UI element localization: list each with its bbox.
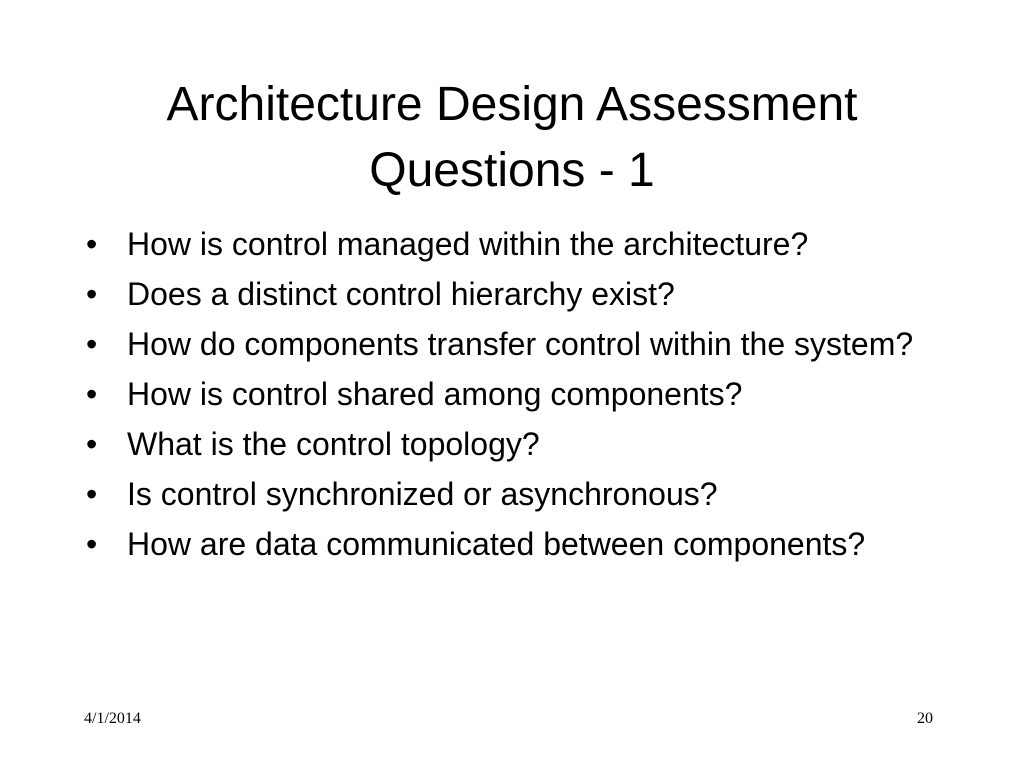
bullet-dot-icon: •	[86, 276, 98, 312]
bullet-text: How do components transfer control within the system?	[127, 326, 914, 362]
bullet-item	[80, 474, 940, 514]
bullet-text: How is control shared among components?	[127, 376, 743, 412]
bullet-item	[80, 524, 940, 564]
bullet-text: Does a distinct control hierarchy exist?	[127, 276, 675, 312]
slide-title-line-1: Architecture Design Assessment	[166, 78, 858, 131]
bullet-text: How is control managed within the architecture?	[127, 226, 809, 262]
bullet-list	[80, 224, 940, 574]
slide-title-line-2: Questions - 1	[369, 144, 655, 197]
bullet-item	[80, 274, 940, 314]
bullet-item	[80, 424, 940, 464]
bullet-item	[80, 224, 940, 264]
bullet-dot-icon: •	[86, 226, 98, 262]
bullet-text: What is the control topology?	[127, 426, 540, 462]
slide-page-number: 20	[917, 710, 933, 727]
bullet-item	[80, 374, 940, 414]
bullet-text: Is control synchronized or asynchronous?	[127, 476, 718, 512]
bullet-dot-icon: •	[86, 526, 98, 562]
footer-date: 4/1/2014	[84, 710, 141, 727]
slide-title	[60, 72, 964, 204]
bullet-dot-icon: •	[86, 476, 98, 512]
bullet-dot-icon: •	[86, 376, 98, 412]
bullet-dot-icon: •	[86, 426, 98, 462]
bullet-text: How are data communicated between components?	[127, 526, 866, 562]
bullet-item	[80, 324, 940, 364]
bullet-dot-icon: •	[86, 326, 98, 362]
